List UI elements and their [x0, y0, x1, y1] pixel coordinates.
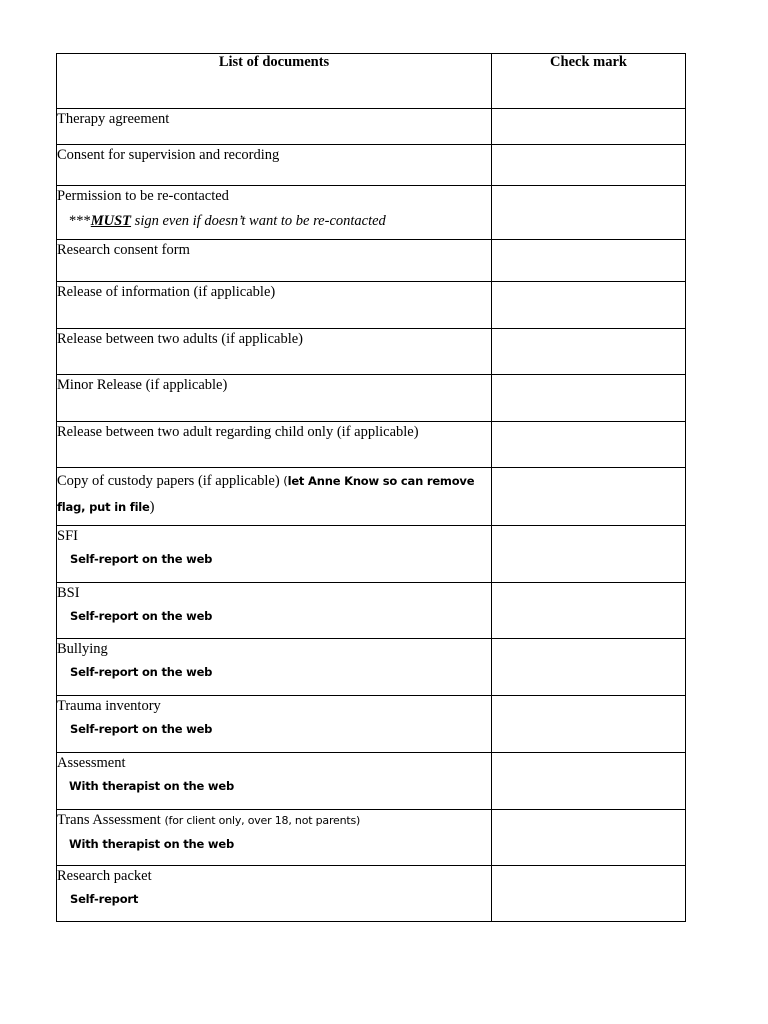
document-cell: [57, 866, 492, 922]
document-instruction: Self-report on the web: [70, 552, 213, 566]
document-cell: [57, 282, 492, 329]
table-row: [57, 186, 686, 240]
table-row: [57, 753, 686, 810]
check-mark-cell[interactable]: [492, 810, 686, 866]
document-name: Release of information (if applicable): [57, 284, 276, 300]
table-header-row: [57, 54, 686, 109]
document-instruction: With therapist on the web: [69, 779, 234, 793]
document-cell: [57, 375, 492, 422]
document-name: BSI: [57, 585, 80, 601]
document-checklist-table: [56, 53, 686, 922]
document-name: Assessment: [57, 755, 126, 771]
check-mark-cell[interactable]: [492, 329, 686, 375]
check-mark-cell[interactable]: [492, 109, 686, 145]
document-name: SFI: [57, 528, 78, 544]
document-cell: [57, 753, 492, 810]
check-mark-cell[interactable]: [492, 145, 686, 186]
header-list-of-documents: List of documents: [57, 54, 492, 109]
check-mark-cell[interactable]: [492, 240, 686, 282]
document-cell: [57, 329, 492, 375]
document-cell: [57, 468, 492, 526]
table-row: [57, 526, 686, 583]
table-row: [57, 866, 686, 922]
table-row: [57, 240, 686, 282]
check-mark-cell[interactable]: [492, 639, 686, 696]
custody-papers-text: Copy of custody papers (if applicable) (let Anne Know so can remove flag, put in file): [57, 473, 475, 515]
document-name: Research packet: [57, 868, 152, 884]
document-name: Bullying: [57, 641, 108, 657]
document-cell: [57, 526, 492, 583]
document-cell: [57, 810, 492, 866]
table-row: [57, 329, 686, 375]
table-row: [57, 583, 686, 639]
check-mark-cell[interactable]: [492, 186, 686, 240]
document-cell: [57, 145, 492, 186]
table-row: [57, 282, 686, 329]
document-name: Therapy agreement: [57, 111, 170, 127]
document-name: Release between two adults (if applicable): [57, 331, 303, 347]
check-mark-cell[interactable]: [492, 696, 686, 753]
header-check-mark: Check mark: [492, 54, 686, 109]
document-name: Research consent form: [57, 242, 190, 258]
must-emphasis: MUST: [90, 213, 132, 229]
document-cell: [57, 639, 492, 696]
table-row: [57, 696, 686, 753]
document-name: Consent for supervision and recording: [57, 147, 280, 163]
document-name: Trauma inventory: [57, 698, 161, 714]
trans-assessment-note: (for client only, over 18, not parents): [164, 814, 361, 827]
document-instruction: Self-report: [70, 892, 139, 906]
check-mark-cell[interactable]: [492, 583, 686, 639]
document-cell: [57, 583, 492, 639]
document-name: Copy of custody papers (if applicable): [57, 473, 284, 489]
custody-note: let Anne Know so can remove flag, put in file: [57, 474, 475, 514]
document-cell: [57, 422, 492, 468]
check-mark-cell[interactable]: [492, 526, 686, 583]
document-instruction: With therapist on the web: [69, 837, 234, 851]
document-instruction: Self-report on the web: [70, 722, 213, 736]
check-mark-cell[interactable]: [492, 422, 686, 468]
table-row: [57, 422, 686, 468]
must-sign-note: ***MUST sign even if doesn’t want to be re-contacted: [69, 213, 386, 229]
document-cell: [57, 109, 492, 145]
table-row: [57, 109, 686, 145]
table-row: [57, 468, 686, 526]
table-row: [57, 810, 686, 866]
document-instruction: Self-report on the web: [70, 609, 213, 623]
document-name: Minor Release (if applicable): [57, 377, 228, 393]
table-row: [57, 375, 686, 422]
table-row: [57, 145, 686, 186]
table-row: [57, 639, 686, 696]
check-mark-cell[interactable]: [492, 468, 686, 526]
document-cell: [57, 186, 492, 240]
document-cell: [57, 240, 492, 282]
document-name: Trans Assessment (for client only, over 18, not parents): [57, 812, 361, 828]
document-name: Permission to be re-contacted: [57, 188, 229, 204]
document-cell: [57, 696, 492, 753]
check-mark-cell[interactable]: [492, 753, 686, 810]
check-mark-cell[interactable]: [492, 866, 686, 922]
check-mark-cell[interactable]: [492, 375, 686, 422]
document-name: Release between two adult regarding child only (if applicable): [57, 424, 419, 440]
document-instruction: Self-report on the web: [70, 665, 213, 679]
check-mark-cell[interactable]: [492, 282, 686, 329]
